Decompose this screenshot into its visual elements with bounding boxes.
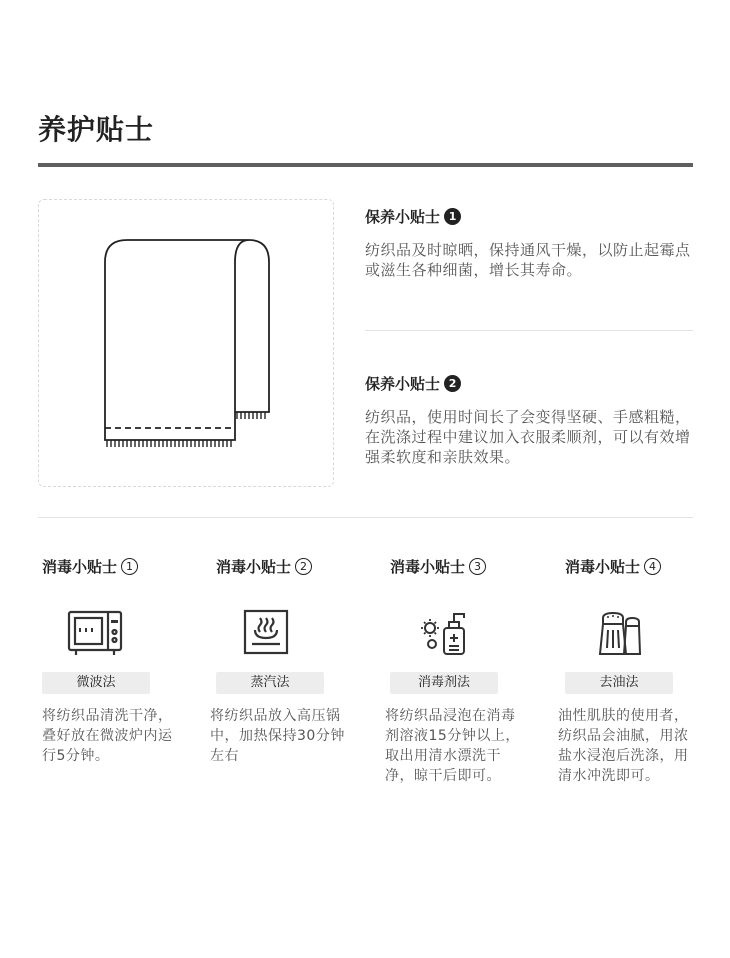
care-tip-title: 保养小贴士 <box>365 375 441 393</box>
care-tip-title: 保养小贴士 <box>365 208 441 226</box>
disinfectant-bottle-icon <box>418 608 470 658</box>
care-tip-text: 纺织品，使用时间长了会变得坚硬、手感粗糙，在洗涤过程中建议加入衣服柔顺剂，可以有效增强柔软度和亲肤效果。 <box>365 408 691 466</box>
method-label: 蒸汽法 <box>216 672 324 694</box>
care-tip-heading <box>365 373 695 394</box>
method-label: 微波法 <box>42 672 150 694</box>
disinfect-tip-heading <box>216 556 366 577</box>
page-title: 养护贴士 <box>38 113 155 146</box>
disinfect-tip-1 <box>42 556 192 764</box>
title-divider <box>38 163 693 167</box>
disinfect-tip-3 <box>385 556 540 784</box>
care-tip-heading <box>365 206 695 227</box>
disinfect-tip-title: 消毒小贴士 <box>216 558 292 576</box>
disinfect-tip-text: 将纺织品清洗干净，叠好放在微波炉内运行5分钟。 <box>42 708 173 764</box>
disinfect-tip-text: 将纺织品浸泡在消毒剂溶液15分钟以上，取出用清水漂洗干净，晾干后即可。 <box>385 708 520 784</box>
circled-number: 3 <box>469 558 486 575</box>
circled-number: 4 <box>644 558 661 575</box>
circled-number: 2 <box>295 558 312 575</box>
towel-illustration-panel <box>38 199 334 487</box>
disinfect-tip-heading <box>42 556 192 577</box>
number-badge: 2 <box>444 375 461 392</box>
microwave-icon <box>66 608 126 658</box>
disinfect-tip-heading <box>390 556 540 577</box>
disinfect-tip-text: 油性肌肤的使用者，纺织品会油腻，用浓盐水浸泡后洗涤，用清水冲洗即可。 <box>558 708 689 784</box>
care-tip-2 <box>365 373 695 467</box>
steam-icon <box>242 608 292 658</box>
disinfect-tip-title: 消毒小贴士 <box>390 558 466 576</box>
disinfect-tip-title: 消毒小贴士 <box>565 558 641 576</box>
care-tip-text: 纺织品及时晾晒，保持通风干燥，以防止起霉点或滋生各种细菌，增长其寿命。 <box>365 241 691 279</box>
disinfect-tip-2 <box>210 556 366 764</box>
disinfect-tip-text: 将纺织品放入高压锅中，加热保持30分钟左右 <box>210 708 345 764</box>
disinfect-tip-4 <box>558 556 715 784</box>
method-label: 消毒剂法 <box>390 672 498 694</box>
disinfect-tip-title: 消毒小贴士 <box>42 558 118 576</box>
section-divider <box>38 517 693 518</box>
tip-divider <box>365 330 693 331</box>
circled-number: 1 <box>121 558 138 575</box>
method-label: 去油法 <box>565 672 673 694</box>
towel-icon <box>39 200 335 488</box>
disinfect-tip-heading <box>565 556 715 577</box>
number-badge: 1 <box>444 208 461 225</box>
salt-shaker-icon <box>595 608 645 658</box>
care-tip-1 <box>365 206 695 280</box>
